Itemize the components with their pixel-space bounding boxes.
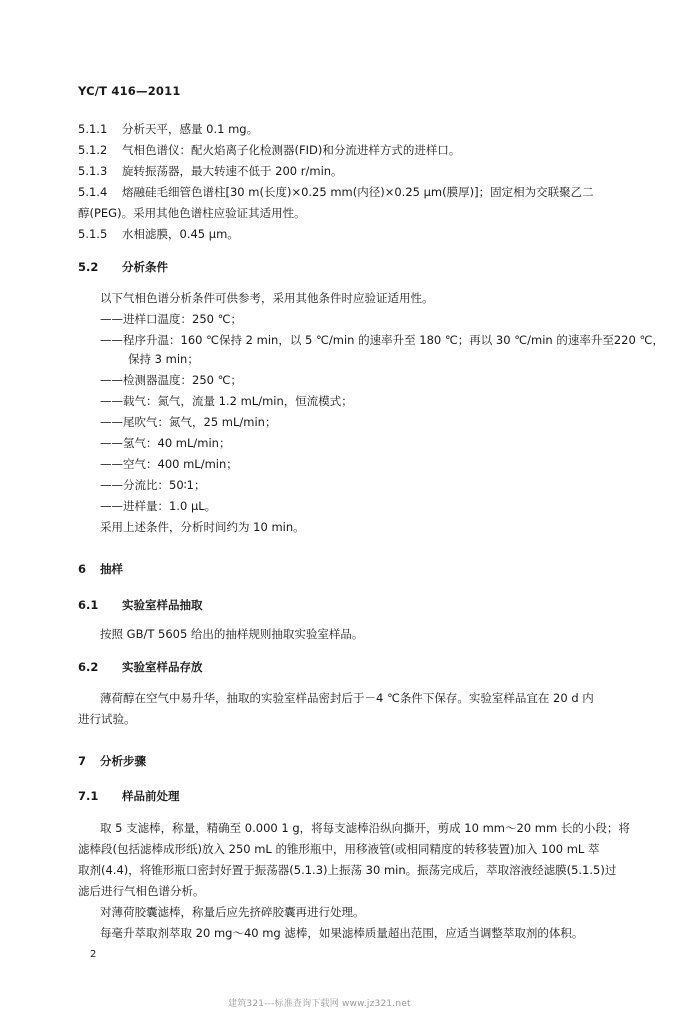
- section-number: 6: [78, 562, 87, 576]
- section-6-2-text-line-2: 进行试验。: [78, 712, 136, 726]
- conditions-intro: 以下气相色谱分析条件可供参考，采用其他条件时应验证适用性。: [100, 291, 434, 305]
- section-7-1-para1-line-1: 取 5 支滤棒，称量，精确至 0.000 1 g，将每支滤棒沿纵向撕开，剪成 10 mm～20 mm 长的小段；将: [100, 821, 630, 835]
- clause-number: 5.1.3: [78, 164, 108, 178]
- footer-watermark: 建筑321---标准查询下载网 www.jz321.net: [228, 999, 411, 1009]
- clause-number: 5.1.5: [78, 227, 108, 241]
- section-title: 分析步骤: [100, 754, 146, 768]
- condition-item-program-temp: ——程序升温：160 ℃保持 2 min，以 5 ℃/min 的速率升至 180 ℃；再以 30 ℃/min 的速率升至220 ℃，: [100, 333, 664, 347]
- condition-item-injection-volume: ——进样量：1.0 μL。: [100, 499, 217, 513]
- clause-5-1-1: [78, 121, 258, 137]
- condition-item-carrier-gas: ——载气：氮气，流量 1.2 mL/min，恒流模式；: [100, 394, 353, 408]
- condition-item-inlet-temp: ——进样口温度：250 ℃；: [100, 312, 243, 326]
- conditions-closing: 采用上述条件，分析时间约为 10 min。: [100, 520, 305, 534]
- section-7-heading: [78, 753, 146, 769]
- clause-5-1-3: [78, 163, 343, 179]
- section-number: 6.1: [78, 598, 99, 612]
- section-title: 实验室样品存放: [122, 660, 203, 674]
- condition-item-makeup-gas: ——尾吹气：氮气，25 mL/min；: [100, 415, 277, 429]
- section-number: 7.1: [78, 789, 99, 803]
- section-number: 5.2: [78, 260, 99, 274]
- section-number: 6.2: [78, 660, 99, 674]
- clause-number: 5.1.4: [78, 185, 108, 199]
- clause-text: 熔融硅毛细管色谱柱[30 m(长度)×0.25 mm(内径)×0.25 μm(膜厚)]；固定相为交联聚乙二: [122, 185, 594, 199]
- section-6-2-text-line-1: 薄荷醇在空气中易升华，抽取的实验室样品密封后于－4 ℃条件下保存。实验室样品宜在 20 d 内: [100, 691, 594, 705]
- condition-item-program-temp-continued: 保持 3 min；: [128, 352, 199, 366]
- section-6-2-heading: [78, 659, 203, 675]
- section-6-1-heading: [78, 597, 203, 613]
- clause-text: 醇(PEG)。采用其他色谱柱应验证其适用性。: [78, 206, 306, 220]
- section-7-1-para3: 每毫升萃取剂萃取 20 mg～40 mg 滤棒，如果滤棒质量超出范围，应适当调整萃取剂的体积。: [100, 926, 584, 940]
- clause-5-1-2: [78, 142, 460, 158]
- clause-number: 5.1.2: [78, 143, 108, 157]
- section-title: 分析条件: [122, 260, 168, 274]
- section-title: 实验室样品抽取: [122, 598, 203, 612]
- section-6-1-text: 按照 GB/T 5605 给出的抽样规则抽取实验室样品。: [100, 627, 364, 641]
- condition-item-split-ratio: ——分流比：50∶1；: [100, 478, 206, 492]
- section-5-2-heading: [78, 259, 168, 275]
- section-6-heading: [78, 561, 123, 577]
- section-7-1-para1-line-2: 滤棒段(包括滤棒成形纸)放入 250 mL 的锥形瓶中，用移液管(或相同精度的转移装置)加入 100 mL 萃: [78, 842, 600, 856]
- clause-text: 分析天平，感量 0.1 mg。: [122, 122, 259, 136]
- section-number: 7: [78, 754, 87, 768]
- section-7-1-heading: [78, 788, 180, 804]
- clause-number: 5.1.1: [78, 122, 108, 136]
- clause-5-1-5: [78, 226, 239, 242]
- clause-5-1-4-continued: [78, 205, 306, 221]
- section-7-1-para2: 对薄荷胶囊滤棒，称量后应先挤碎胶囊再进行处理。: [100, 905, 365, 919]
- section-title: 样品前处理: [122, 789, 180, 803]
- clause-5-1-4: [78, 184, 594, 200]
- condition-item-detector-temp: ——检测器温度：250 ℃；: [100, 373, 243, 387]
- clause-text: 水相滤膜，0.45 μm。: [122, 227, 239, 241]
- section-title: 抽样: [100, 562, 123, 576]
- condition-item-hydrogen: ——氢气：40 mL/min；: [100, 436, 231, 450]
- page-number: 2: [90, 949, 97, 960]
- document-number-header: YC/T 416—2011: [78, 84, 181, 98]
- clause-text: 气相色谱仪：配火焰离子化检测器(FID)和分流进样方式的进样口。: [122, 143, 461, 157]
- section-7-1-para1-line-4: 滤后进行气相色谱分析。: [78, 884, 205, 898]
- section-7-1-para1-line-3: 取剂(4.4)，将锥形瓶口密封好置于振荡器(5.1.3)上振荡 30 min。振荡完成后，萃取溶液经滤膜(5.1.5)过: [78, 863, 617, 877]
- condition-item-air: ——空气：400 mL/min；: [100, 457, 238, 471]
- clause-text: 旋转振荡器，最大转速不低于 200 r/min。: [122, 164, 343, 178]
